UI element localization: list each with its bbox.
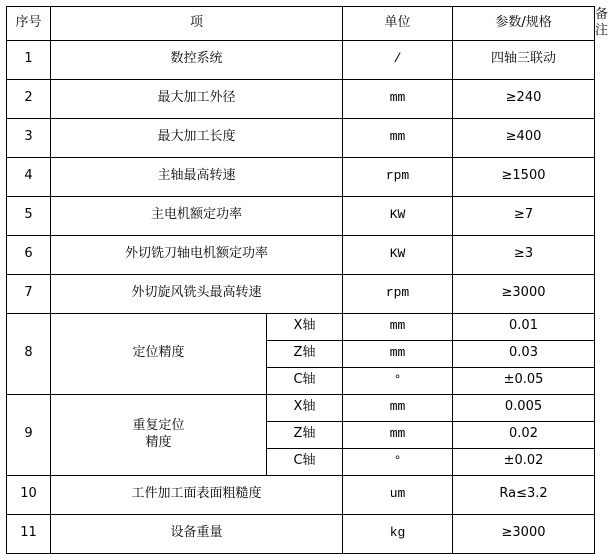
cell-unit: ° [343,448,453,475]
cell-group-label [51,394,267,475]
cell-unit: rpm [343,274,453,313]
cell-subitem: X轴 [267,313,343,340]
cell-param: 0.01 [453,313,595,340]
table-row [7,235,595,274]
header-cell-item: 项 [51,7,343,41]
cell-unit: ° [343,367,453,394]
cell-param: ≥3000 [453,514,595,553]
cell-no: 7 [7,274,51,313]
cell-param: ±0.05 [453,367,595,394]
cell-subitem: X轴 [267,394,343,421]
cell-param: ≥240 [453,79,595,118]
header-cell-unit: 单位 [343,7,453,41]
cell-no: 4 [7,157,51,196]
cell-unit: um [343,475,453,514]
header-cell-param: 参数/规格 [453,7,595,41]
table-row [7,118,595,157]
cell-unit: mm [343,118,453,157]
cell-param: 四轴三联动 [453,40,595,79]
table-row [7,313,595,340]
cell-unit: mm [343,313,453,340]
cell-unit: mm [343,394,453,421]
cell-item: 主电机额定功率 [51,196,343,235]
cell-param: ≥3000 [453,274,595,313]
cell-item: 最大加工外径 [51,79,343,118]
cell-param: 0.005 [453,394,595,421]
cell-param: Ra≤3.2 [453,475,595,514]
table-row [7,79,595,118]
cell-no: 3 [7,118,51,157]
cell-param: ±0.02 [453,448,595,475]
cell-param: 0.03 [453,340,595,367]
cell-no: 5 [7,196,51,235]
cell-subitem: Z轴 [267,421,343,448]
cell-unit: mm [343,421,453,448]
cell-param: ≥400 [453,118,595,157]
table-row [7,514,595,553]
cell-param: ≥3 [453,235,595,274]
cell-no: 2 [7,79,51,118]
cell-item: 外切铣刀轴电机额定功率 [51,235,343,274]
cell-unit: / [343,40,453,79]
cell-unit: rpm [343,157,453,196]
cell-unit: KW [343,235,453,274]
cell-subitem: C轴 [267,448,343,475]
table-header-row: 序号 项 单位 参数/规格 备注 [7,7,595,41]
header-cell-no: 序号 [7,7,51,41]
cell-no: 10 [7,475,51,514]
cell-subitem: C轴 [267,367,343,394]
table-row [7,157,595,196]
cell-unit: kg [343,514,453,553]
cell-unit: mm [343,340,453,367]
cell-group-label: 定位精度 [51,313,267,394]
cell-no: 8 [7,313,51,394]
table-row [7,475,595,514]
cell-item: 主轴最高转速 [51,157,343,196]
table-row [7,196,595,235]
cell-no: 9 [7,394,51,475]
cell-item: 最大加工长度 [51,118,343,157]
cell-no: 6 [7,235,51,274]
table-row [7,274,595,313]
cell-item: 数控系统 [51,40,343,79]
cell-item: 工件加工面表面粗糙度 [51,475,343,514]
cell-no: 1 [7,40,51,79]
specification-table [6,6,609,554]
cell-param: ≥7 [453,196,595,235]
cell-param: ≥1500 [453,157,595,196]
group-label-line2: 精度 [145,434,172,450]
group-label-line1: 重复定位 [132,418,185,434]
cell-item: 外切旋风铣头最高转速 [51,274,343,313]
cell-param: 0.02 [453,421,595,448]
cell-subitem: Z轴 [267,340,343,367]
cell-unit: mm [343,79,453,118]
cell-item: 设备重量 [51,514,343,553]
table-row [7,394,595,421]
cell-no: 11 [7,514,51,553]
cell-unit: KW [343,196,453,235]
table-row [7,40,595,79]
